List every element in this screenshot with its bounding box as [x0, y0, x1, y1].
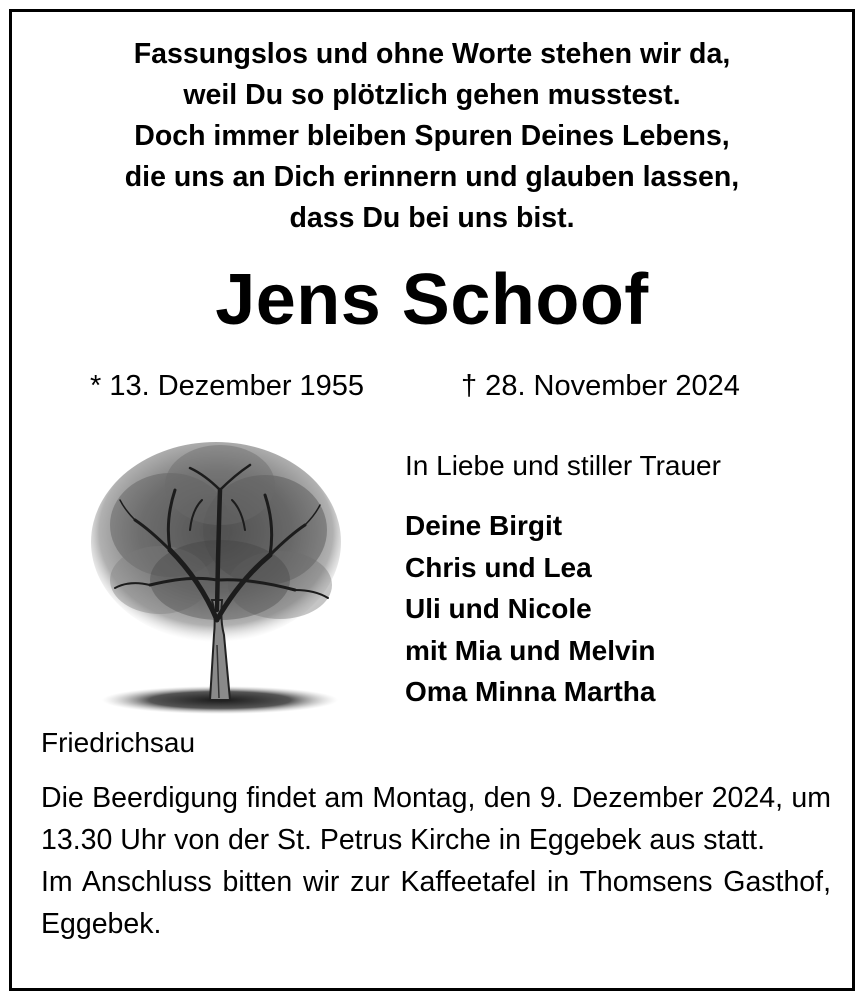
deceased-name: Jens Schoof: [215, 260, 649, 340]
funeral-text: Die Beerdigung findet am Montag, den 9. Dezember 2024, um 13.30 Uhr von der St. Petrus Kirche in Eggebek aus statt.: [41, 782, 831, 856]
mourners-list: [405, 505, 655, 713]
poem: [12, 34, 852, 239]
tree-icon: [80, 430, 352, 720]
reception-text: Im Anschluss bitten wir zur Kaffeetafel in Thomsens Gasthof, Eggebek.: [41, 866, 831, 940]
death-date: † 28. November 2024: [461, 370, 740, 402]
poem-line: dass Du bei uns bist.: [289, 202, 575, 234]
mourner-name: Uli und Nicole: [405, 593, 592, 624]
mourner-name: Oma Minna Martha: [405, 676, 656, 707]
mourner-name: Chris und Lea: [405, 551, 592, 583]
mourner-name: mit Mia und Melvin: [405, 634, 656, 666]
mourner-name: Deine Birgit: [405, 510, 563, 541]
mourners-intro: In Liebe und stiller Trauer: [405, 450, 721, 481]
place-name: Friedrichsau: [41, 727, 196, 758]
obituary-notice: [9, 9, 855, 991]
funeral-info: [41, 777, 831, 945]
poem-line: Doch immer bleiben Spuren Deines Lebens,: [134, 120, 730, 152]
poem-line: weil Du so plötzlich gehen musstest.: [183, 79, 681, 111]
birth-date: * 13. Dezember 1955: [90, 370, 365, 402]
poem-line: Fassungslos und ohne Worte stehen wir da,: [133, 38, 731, 70]
poem-line: die uns an Dich erinnern und glauben lassen,: [124, 161, 740, 193]
